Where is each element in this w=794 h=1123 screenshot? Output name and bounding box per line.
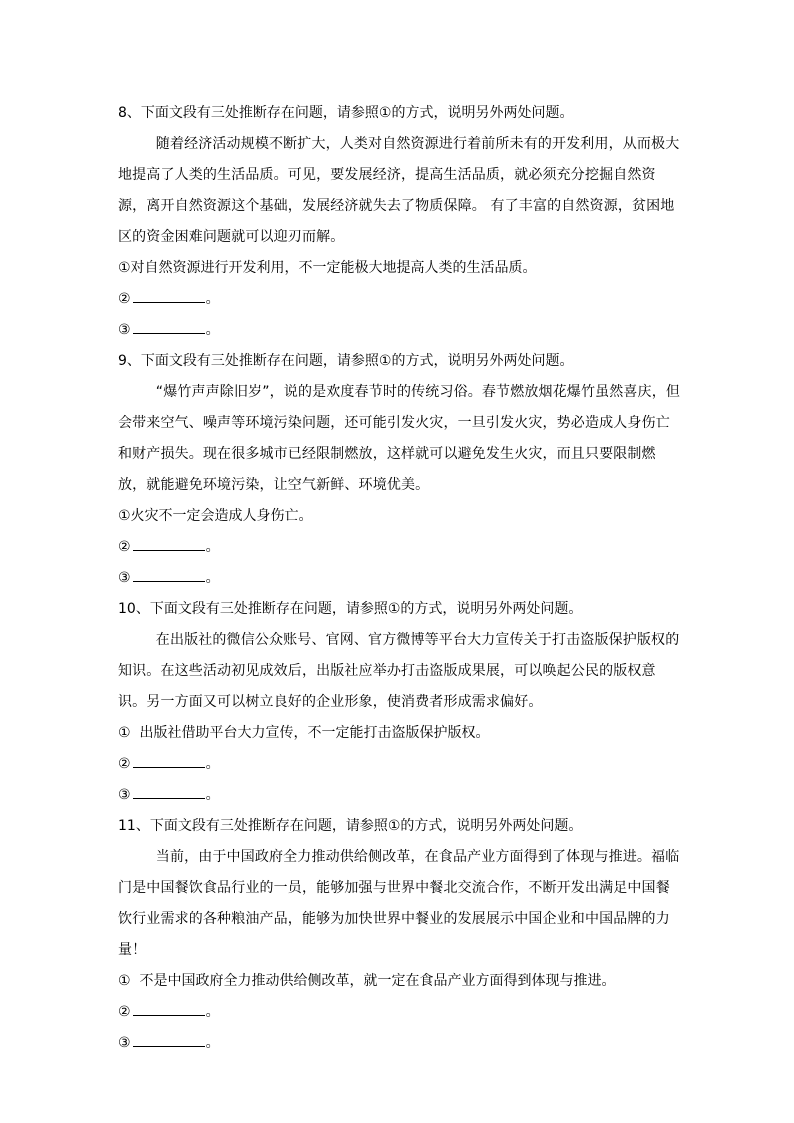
- answer-blank-3: [118, 1028, 680, 1059]
- example-answer: ①火灾不一定会造成人身伤亡。: [118, 508, 313, 524]
- question-title: 8、下面文段有三处推断存在问题，请参照①的方式，说明另外两处问题。: [118, 105, 574, 121]
- document-page: [118, 98, 680, 1059]
- fill-blank[interactable]: [133, 766, 205, 768]
- answer-blank-2: [118, 532, 680, 563]
- answer-blank-3: [118, 780, 680, 811]
- fill-blank[interactable]: [133, 549, 205, 551]
- question-11: [118, 811, 680, 1059]
- fill-blank[interactable]: [133, 797, 205, 799]
- blank-suffix: 。: [205, 756, 220, 772]
- fill-blank[interactable]: [133, 332, 205, 334]
- blank-number: ③: [118, 322, 131, 338]
- question-8: [118, 98, 680, 346]
- blank-suffix: 。: [205, 787, 220, 803]
- blank-suffix: 。: [205, 1004, 220, 1020]
- question-title: 10、下面文段有三处推断存在问题，请参照①的方式，说明另外两处问题。: [118, 601, 583, 617]
- blank-number: ②: [118, 539, 131, 555]
- question-passage: 当前，由于中国政府全力推动供给侧改革，在食品产业方面得到了体现与推进。福临门是中国餐饮食品行业的一员，能够加强与世界中餐北交流合作，不断开发出满足中国餐饮行业需求的各种粮油产品，能够为加快世界中餐业的发展展示中国企业和中国品牌的力量！: [118, 849, 680, 958]
- question-passage: 随着经济活动规模不断扩大，人类对自然资源进行着前所未有的开发利用，从而极大地提高了人类的生活品质。可见，要发展经济，提高生活品质，就必须充分挖掘自然资源，离开自然资源这个基础，发展经济就失去了物质保障。 有了丰富的自然资源，贫困地区的资金困难问题就可以迎刃而解。: [118, 136, 680, 245]
- question-title: 9、下面文段有三处推断存在问题，请参照①的方式，说明另外两处问题。: [118, 353, 574, 369]
- fill-blank[interactable]: [133, 301, 205, 303]
- question-passage: “爆竹声声除旧岁”，说的是欢度春节时的传统习俗。春节燃放烟花爆竹虽然喜庆，但会带来空气、噪声等环境污染问题，还可能引发火灾，一旦引发火灾，势必造成人身伤亡和财产损失。现在很多城市已经限制燃放，这样就可以避免发生火灾，而且只要限制燃放，就能避免环境污染，让空气新鲜、环境优美。: [118, 384, 681, 493]
- answer-blank-3: [118, 315, 680, 346]
- blank-number: ③: [118, 570, 131, 586]
- blank-number: ②: [118, 756, 131, 772]
- fill-blank[interactable]: [133, 580, 205, 582]
- example-answer: ① 不是中国政府全力推动供给侧改革，就一定在食品产业方面得到体现与推进。: [118, 973, 616, 989]
- blank-suffix: 。: [205, 291, 220, 307]
- answer-blank-2: [118, 997, 680, 1028]
- blank-suffix: 。: [205, 1035, 220, 1051]
- answer-blank-3: [118, 563, 680, 594]
- example-answer: ① 出版社借助平台大力宣传，不一定能打击盗版保护版权。: [118, 725, 490, 741]
- question-title: 11、下面文段有三处推断存在问题，请参照①的方式，说明另外两处问题。: [118, 818, 583, 834]
- question-passage: 在出版社的微信公众账号、官网、官方微博等平台大力宣传关于打击盗版保护版权的知识。在这些活动初见成效后，出版社应举办打击盗版成果展，可以唤起公民的版权意识。另一方面又可以树立良好的企业形象，使消费者形成需求偏好。: [118, 632, 680, 710]
- blank-suffix: 。: [205, 322, 220, 338]
- fill-blank[interactable]: [133, 1014, 205, 1016]
- blank-number: ②: [118, 291, 131, 307]
- answer-blank-2: [118, 284, 680, 315]
- example-answer: ①对自然资源进行开发利用，不一定能极大地提高人类的生活品质。: [118, 260, 537, 276]
- blank-suffix: 。: [205, 539, 220, 555]
- blank-suffix: 。: [205, 570, 220, 586]
- answer-blank-2: [118, 749, 680, 780]
- blank-number: ③: [118, 1035, 131, 1051]
- fill-blank[interactable]: [133, 1045, 205, 1047]
- blank-number: ②: [118, 1004, 131, 1020]
- question-10: [118, 594, 680, 811]
- blank-number: ③: [118, 787, 131, 803]
- question-9: [118, 346, 680, 594]
